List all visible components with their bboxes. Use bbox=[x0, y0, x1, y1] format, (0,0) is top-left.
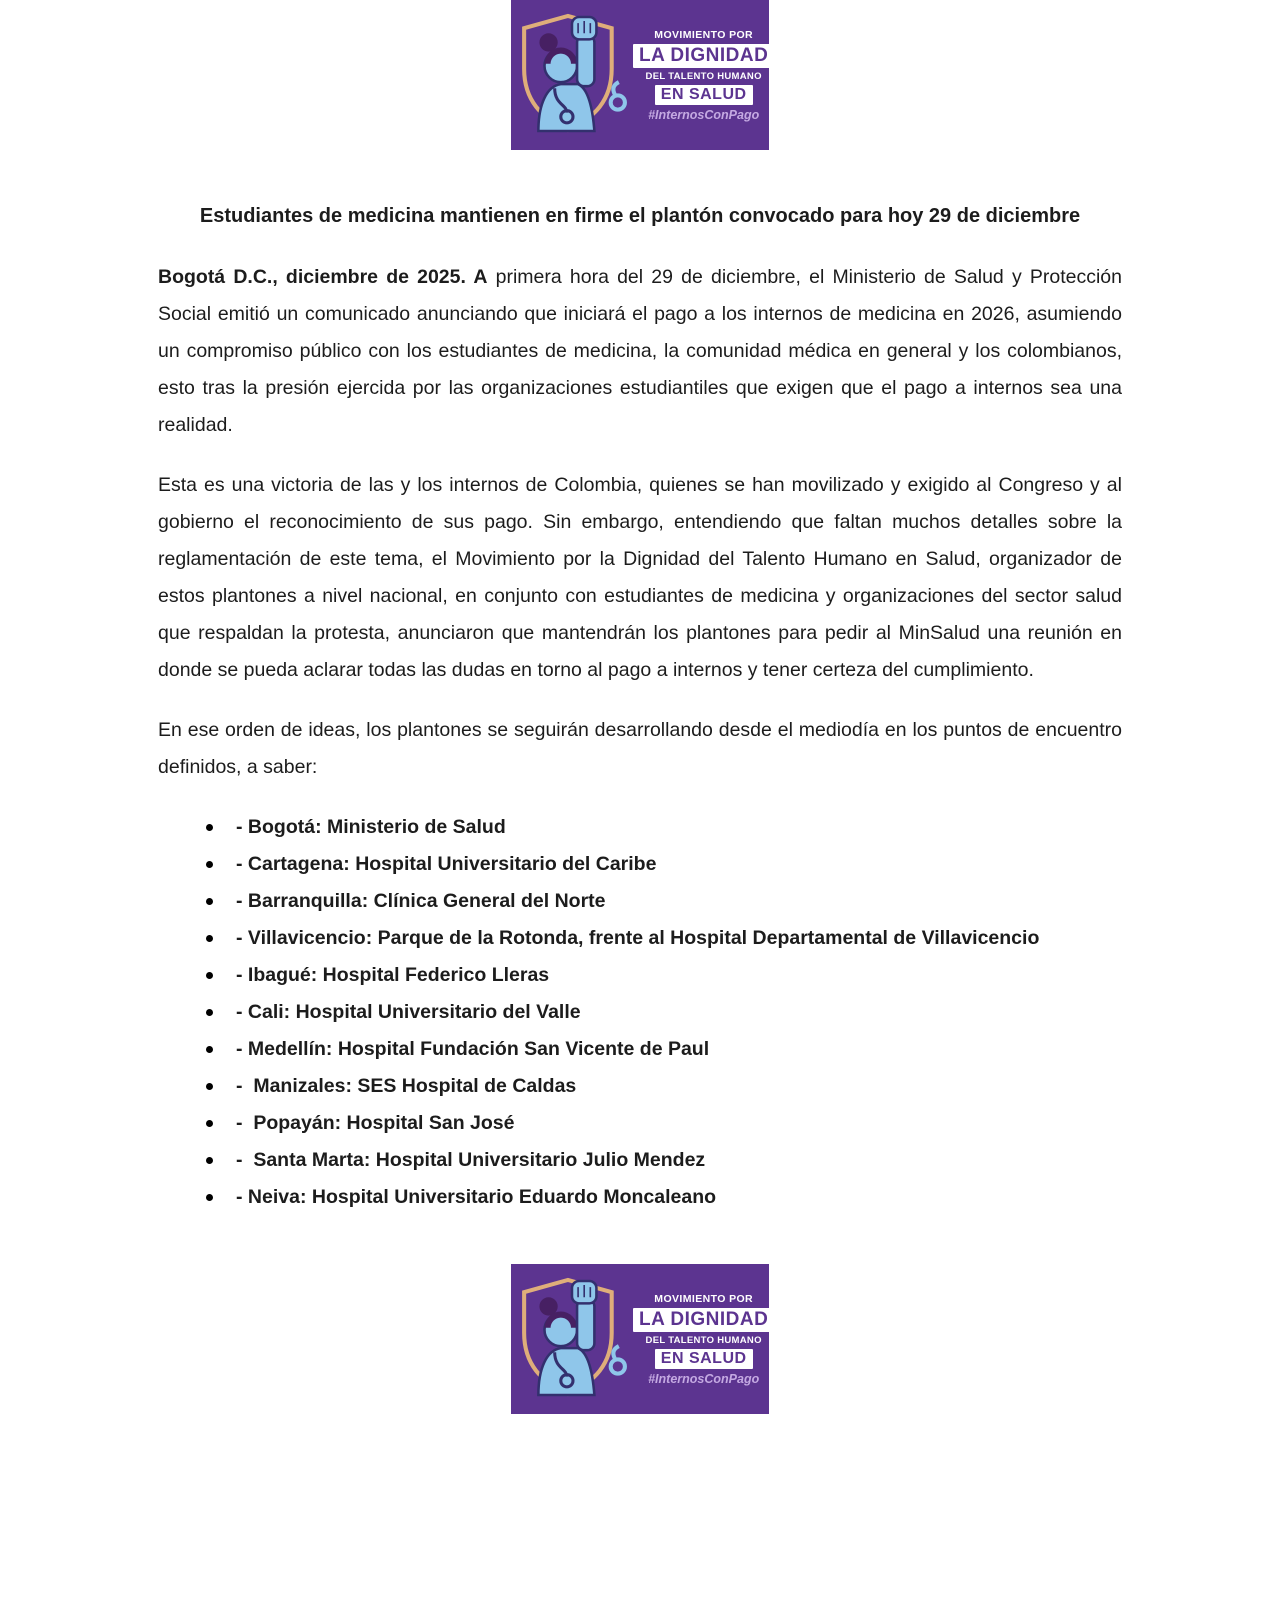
dateline: Bogotá D.C., diciembre de 2025. A bbox=[158, 266, 488, 288]
meeting-point-barranquilla: - Barranquilla: Clínica General del Norte bbox=[236, 890, 606, 912]
bullet-icon bbox=[206, 846, 236, 883]
list-item bbox=[206, 1105, 1122, 1142]
meeting-points-list bbox=[158, 809, 1122, 1216]
bullet-icon bbox=[206, 957, 236, 994]
bullet-icon bbox=[206, 1179, 236, 1216]
meeting-point-cartagena: - Cartagena: Hospital Universitario del Caribe bbox=[236, 853, 657, 875]
list-item bbox=[206, 1179, 1122, 1216]
bullet-icon bbox=[206, 809, 236, 846]
logo-hashtag: #InternosConPago bbox=[648, 107, 760, 122]
bullet-icon bbox=[206, 920, 236, 957]
logo-line-la-dignidad: LA DIGNIDAD bbox=[633, 44, 774, 68]
paragraph-intro-text: primera hora del 29 de diciembre, el Ministerio de Salud y Protección Social emitió un comunicado anunciando que iniciará el pago a los internos de medicina en 2026, asumiendo un compromiso público con los estudiantes de medicina, la comunidad médica en general y los colombianos, esto tras la presión ejercida por las organizaciones estudiantiles que exigen que el pago a internos sea una realidad. bbox=[158, 266, 1122, 436]
meeting-point-neiva: - Neiva: Hospital Universitario Eduardo Moncaleano bbox=[236, 1186, 717, 1208]
raised-fist-figure bbox=[538, 1281, 596, 1395]
logo-line-del-talento-humano: DEL TALENTO HUMANO bbox=[645, 70, 762, 82]
logo-line-en-salud: EN SALUD bbox=[655, 85, 753, 105]
list-item bbox=[206, 957, 1122, 994]
logo-movimiento-top bbox=[511, 0, 769, 150]
logo-line-en-salud: EN SALUD bbox=[655, 1349, 753, 1369]
meeting-point-popayan: - Popayán: Hospital San José bbox=[236, 1112, 515, 1134]
meeting-point-cali: - Cali: Hospital Universitario del Valle bbox=[236, 1001, 581, 1023]
bullet-icon bbox=[206, 1142, 236, 1179]
list-item bbox=[206, 994, 1122, 1031]
list-item bbox=[206, 883, 1122, 920]
logo-wordmark bbox=[633, 1293, 774, 1386]
bullet-icon bbox=[206, 994, 236, 1031]
raised-fist-figure bbox=[538, 17, 596, 131]
stethoscope-icon bbox=[611, 82, 625, 109]
logo-line-la-dignidad: LA DIGNIDAD bbox=[633, 1308, 774, 1332]
meeting-point-ibague: - Ibagué: Hospital Federico Lleras bbox=[236, 964, 550, 986]
paragraph-intro bbox=[158, 259, 1122, 444]
bullet-icon bbox=[206, 1068, 236, 1105]
logo-line-movimiento-por: MOVIMIENTO POR bbox=[654, 28, 754, 41]
list-item bbox=[206, 1142, 1122, 1179]
list-item bbox=[206, 920, 1122, 957]
meeting-point-medellin: - Medellín: Hospital Fundación San Vicente de Paul bbox=[236, 1038, 710, 1060]
meeting-point-bogota: - Bogotá: Ministerio de Salud bbox=[236, 816, 506, 838]
bullet-icon bbox=[206, 883, 236, 920]
list-item bbox=[206, 846, 1122, 883]
bullet-icon bbox=[206, 1031, 236, 1068]
logo-movimiento-bottom bbox=[511, 1264, 769, 1414]
list-item bbox=[206, 1031, 1122, 1068]
list-item bbox=[206, 1068, 1122, 1105]
paragraph-meeting-intro: En ese orden de ideas, los plantones se seguirán desarrollando desde el mediodía en los puntos de encuentro definidos, a saber: bbox=[158, 719, 1122, 778]
shield-figure-illustration bbox=[517, 1273, 629, 1405]
page-title: Estudiantes de medicina mantienen en firme el plantón convocado para hoy 29 de diciembre bbox=[199, 205, 1081, 227]
meeting-point-santa-marta: - Santa Marta: Hospital Universitario Julio Mendez bbox=[236, 1149, 706, 1171]
document-body bbox=[158, 259, 1122, 1216]
logo-line-movimiento-por: MOVIMIENTO POR bbox=[654, 1292, 754, 1305]
logo-line-del-talento-humano: DEL TALENTO HUMANO bbox=[645, 1334, 762, 1346]
shield-figure-illustration bbox=[517, 9, 629, 141]
meeting-point-manizales: - Manizales: SES Hospital de Caldas bbox=[236, 1075, 577, 1097]
bullet-icon bbox=[206, 1105, 236, 1142]
logo-hashtag: #InternosConPago bbox=[648, 1371, 760, 1386]
paragraph-victory: Esta es una victoria de las y los internos de Colombia, quienes se han movilizado y exigido al Congreso y al gobierno el reconocimiento de sus pago. Sin embargo, entendiendo que faltan muchos detalles sobre la reglamentación de este tema, el Movimiento por la Dignidad del Talento Humano en Salud, organizador de estos plantones a nivel nacional, en conjunto con estudiantes de medicina y organizaciones del sector salud que respaldan la protesta, anunciaron que mantendrán los plantones para pedir al MinSalud una reunión en donde se pueda aclarar todas las dudas en torno al pago a internos y tener certeza del cumplimiento. bbox=[158, 474, 1122, 681]
meeting-point-villavicencio: - Villavicencio: Parque de la Rotonda, frente al Hospital Departamental de Villavicencio bbox=[236, 927, 1040, 949]
stethoscope-icon bbox=[611, 1346, 625, 1373]
logo-wordmark bbox=[633, 29, 774, 122]
list-item bbox=[206, 809, 1122, 846]
